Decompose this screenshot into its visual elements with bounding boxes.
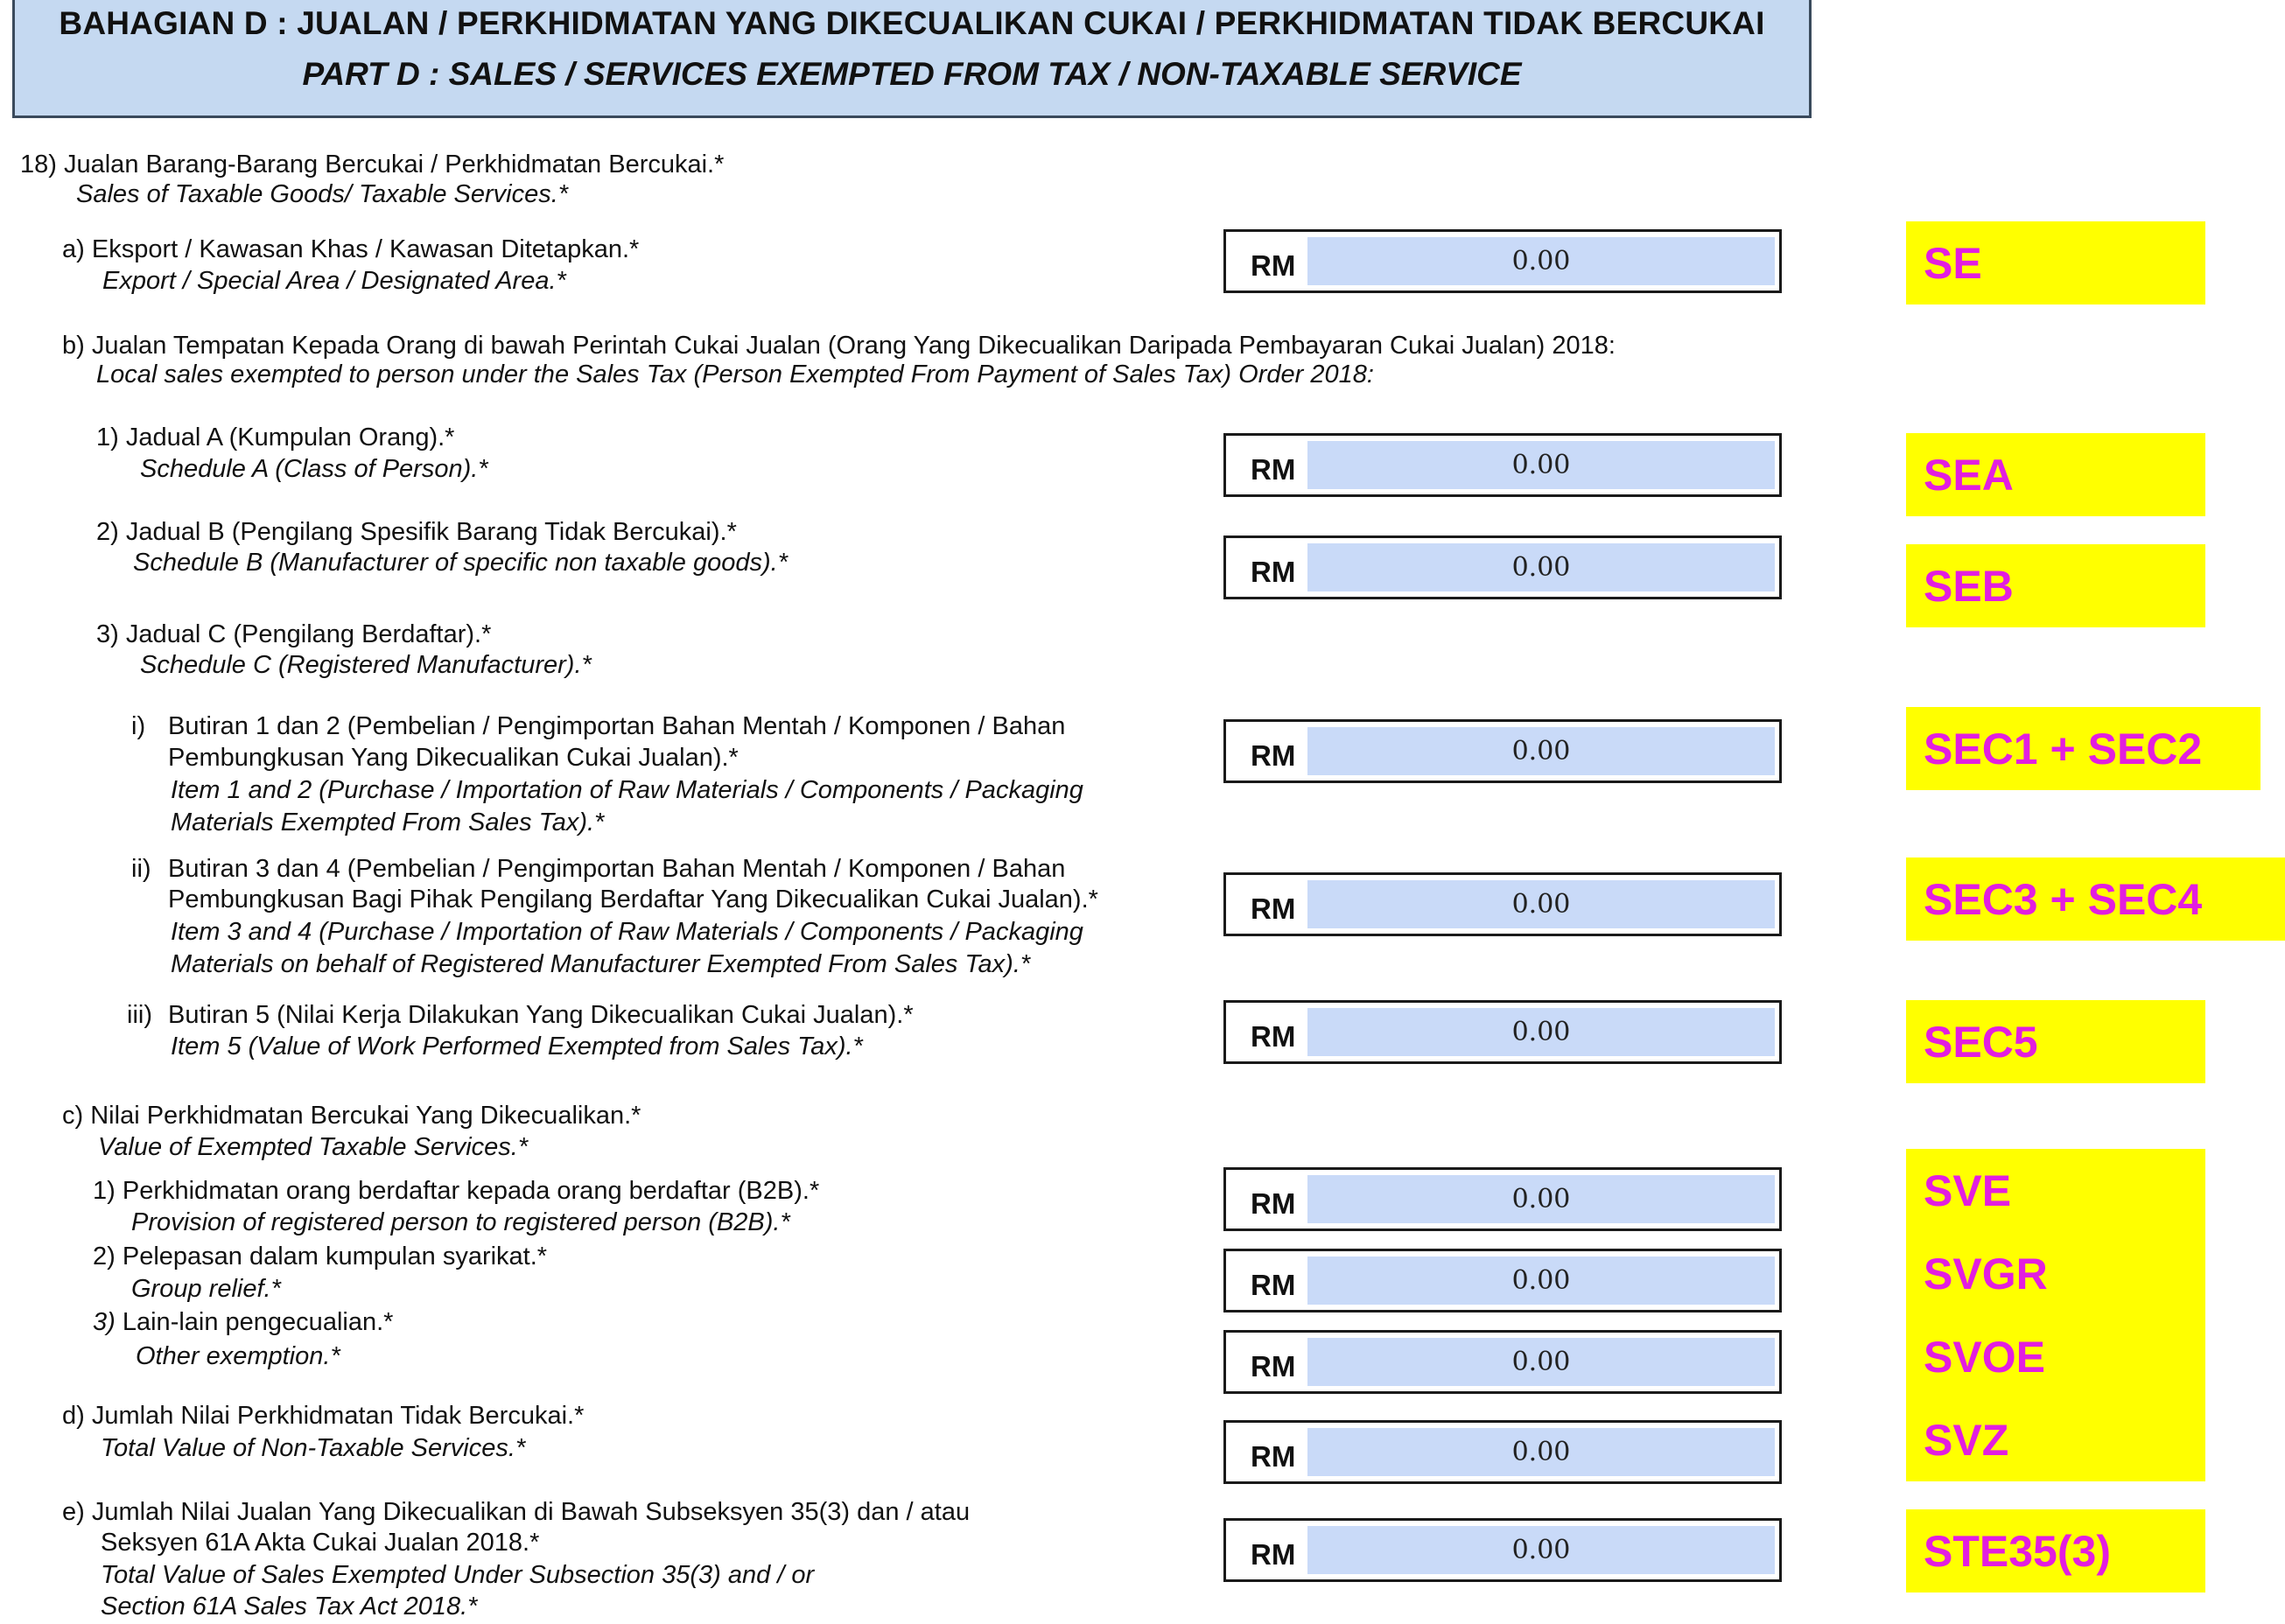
item-e-label-english-2: Section 61A Sales Tax Act 2018.*: [101, 1592, 478, 1620]
item-b2-prefix: 2): [96, 518, 119, 546]
currency-label: RM: [1251, 1269, 1296, 1301]
amount-input-ste353[interactable]: 0.00: [1307, 1526, 1775, 1574]
item-b2-label-malay: [96, 516, 737, 548]
header-title-english: PART D : SALES / SERVICES EXEMPTED FROM TAX / NON-TAXABLE SERVICE: [302, 56, 1522, 92]
q18-text-malay: Jualan Barang-Barang Bercukai / Perkhidmatan Bercukai.*: [63, 150, 725, 178]
amount-input-svoe[interactable]: 0.00: [1307, 1338, 1775, 1386]
amount-input-sea[interactable]: 0.00: [1307, 441, 1775, 489]
item-c-label-malay: [62, 1100, 641, 1131]
item-b-text-malay: Jualan Tempatan Kepada Orang di bawah Perintah Cukai Jualan (Orang Yang Dikecualikan Daripada Pembayaran Cukai Jualan) 2018:: [91, 332, 1616, 360]
item-b3i-text-english-1: Item 1 and 2 (Purchase / Importation of Raw Materials / Components / Packaging: [171, 776, 1083, 804]
item-d-label-english: Total Value of Non-Taxable Services.*: [101, 1434, 526, 1462]
amount-field-svgr: [1223, 1249, 1782, 1312]
item-c3-text-malay: Lain-lain pengecualian.*: [122, 1308, 394, 1336]
amount-field-svz: [1223, 1420, 1782, 1484]
item-b3-prefix: 3): [96, 620, 119, 648]
item-d-text-malay: Jumlah Nilai Perkhidmatan Tidak Bercukai.*: [91, 1402, 585, 1430]
q18-label-malay: [20, 149, 724, 180]
item-e-label-malay-2: Seksyen 61A Akta Cukai Jualan 2018.*: [101, 1529, 540, 1557]
amount-input-sec5[interactable]: 0.00: [1307, 1008, 1775, 1056]
code-label-seb: SEB: [1906, 544, 2205, 627]
item-b3-label-malay: [96, 619, 491, 650]
amount-field-sec34: [1223, 872, 1782, 936]
item-b2-label-english: Schedule B (Manufacturer of specific non taxable goods).*: [133, 549, 788, 577]
item-d-label-malay: [62, 1400, 584, 1432]
item-b3i-text-malay-2: Pembungkusan Yang Dikecualikan Cukai Jualan).*: [168, 744, 739, 772]
item-b3ii-text-malay-2: Pembungkusan Bagi Pihak Pengilang Berdaftar Yang Dikecualikan Cukai Jualan).*: [168, 886, 1098, 914]
code-label-sec34: SEC3 + SEC4: [1906, 858, 2285, 941]
currency-label: RM: [1251, 1020, 1296, 1053]
code-label-sea: SEA: [1906, 433, 2205, 516]
item-b1-text-malay: Jadual A (Kumpulan Orang).*: [125, 424, 455, 452]
amount-field-ste353: [1223, 1518, 1782, 1582]
currency-label: RM: [1251, 556, 1296, 588]
item-b3iii-text-english: Item 5 (Value of Work Performed Exempted from Sales Tax).*: [171, 1032, 863, 1060]
amount-input-seb[interactable]: 0.00: [1307, 543, 1775, 592]
item-b3ii-text-english-2: Materials on behalf of Registered Manufacturer Exempted From Sales Tax).*: [171, 950, 1031, 978]
item-c3-label-english: Other exemption.*: [136, 1342, 340, 1370]
item-b3-label-english: Schedule C (Registered Manufacturer).*: [140, 651, 592, 679]
item-c-prefix: c): [62, 1102, 84, 1130]
item-b3i-text-english-2: Materials Exempted From Sales Tax).*: [171, 808, 605, 836]
item-c2-prefix: 2): [93, 1242, 116, 1270]
amount-input-svgr[interactable]: 0.00: [1307, 1256, 1775, 1305]
header-title-malay: BAHAGIAN D : JUALAN / PERKHIDMATAN YANG DIKECUALIKAN CUKAI / PERKHIDMATAN TIDAK BERCUKAI: [59, 5, 1765, 41]
item-c1-label-malay: [93, 1175, 819, 1207]
currency-label: RM: [1251, 739, 1296, 772]
amount-field-sec5: [1223, 1000, 1782, 1064]
code-label-sec5: SEC5: [1906, 1000, 2205, 1083]
amount-input-sec12[interactable]: 0.00: [1307, 727, 1775, 775]
amount-field-svoe: [1223, 1330, 1782, 1394]
code-label-ste353: STE35(3): [1906, 1509, 2205, 1592]
item-c2-label-malay: [93, 1241, 547, 1272]
item-e-text-malay-1: Jumlah Nilai Jualan Yang Dikecualikan di Bawah Subseksyen 35(3) dan / atau: [91, 1498, 971, 1526]
item-b3ii-text-malay-1: Butiran 3 dan 4 (Pembelian / Pengimportan Bahan Mentah / Komponen / Bahan: [168, 855, 1066, 883]
item-c2-text-malay: Pelepasan dalam kumpulan syarikat.*: [122, 1242, 548, 1270]
currency-label: RM: [1251, 249, 1296, 282]
item-b3ii-text-english-1: Item 3 and 4 (Purchase / Importation of Raw Materials / Components / Packaging: [171, 918, 1083, 946]
item-e-label-english-1: Total Value of Sales Exempted Under Subsection 35(3) and / or: [101, 1561, 815, 1589]
amount-field-seb: [1223, 536, 1782, 599]
currency-label: RM: [1251, 453, 1296, 486]
code-label-svz: SVZ: [1924, 1415, 2009, 1465]
amount-field-sve: [1223, 1167, 1782, 1231]
currency-label: RM: [1251, 1350, 1296, 1382]
currency-label: RM: [1251, 1440, 1296, 1473]
q18-number: 18): [20, 150, 57, 178]
code-block-services: [1906, 1149, 2205, 1481]
code-label-svoe: SVOE: [1924, 1332, 2045, 1382]
currency-label: RM: [1251, 1538, 1296, 1571]
item-b-label-english: Local sales exempted to person under the Sales Tax (Person Exempted From Payment of Sales Tax) Order 2018:: [96, 360, 1374, 388]
code-label-se: SE: [1906, 221, 2205, 304]
amount-input-se[interactable]: 0.00: [1307, 237, 1775, 285]
item-b-label-malay: [62, 330, 1616, 361]
item-b1-label-english: Schedule A (Class of Person).*: [140, 455, 488, 483]
item-b1-label-malay: [96, 422, 454, 453]
amount-field-sec12: [1223, 719, 1782, 783]
amount-input-sec34[interactable]: 0.00: [1307, 880, 1775, 928]
currency-label: RM: [1251, 1187, 1296, 1220]
item-b-prefix: b): [62, 332, 85, 360]
item-a-text-malay: Eksport / Kawasan Khas / Kawasan Ditetapkan.*: [91, 235, 640, 263]
item-c1-label-english: Provision of registered person to registered person (B2B).*: [131, 1208, 790, 1236]
q18-label-english: Sales of Taxable Goods/ Taxable Services.*: [76, 180, 569, 208]
item-d-prefix: d): [62, 1402, 85, 1430]
item-c-label-english: Value of Exempted Taxable Services.*: [98, 1133, 529, 1161]
item-a-prefix: a): [62, 235, 85, 263]
section-header: [12, 0, 1812, 118]
item-c2-label-english: Group relief.*: [131, 1275, 281, 1303]
item-b2-text-malay: Jadual B (Pengilang Spesifik Barang Tidak Bercukai).*: [125, 518, 737, 546]
item-b3i-prefix: i): [131, 712, 146, 740]
item-c1-prefix: 1): [93, 1177, 116, 1205]
item-c3-prefix: 3): [93, 1308, 116, 1336]
item-e-prefix: e): [62, 1498, 85, 1526]
item-b3-text-malay: Jadual C (Pengilang Berdaftar).*: [125, 620, 492, 648]
item-b3iii-prefix: iii): [127, 1001, 152, 1029]
item-b3iii-text-malay: Butiran 5 (Nilai Kerja Dilakukan Yang Dikecualikan Cukai Jualan).*: [168, 1001, 914, 1029]
item-c-text-malay: Nilai Perkhidmatan Bercukai Yang Dikecualikan.*: [90, 1102, 641, 1130]
amount-field-se: [1223, 229, 1782, 293]
amount-input-sve[interactable]: 0.00: [1307, 1175, 1775, 1223]
code-label-svgr: SVGR: [1924, 1249, 2048, 1298]
amount-input-svz[interactable]: 0.00: [1307, 1428, 1775, 1476]
item-c1-text-malay: Perkhidmatan orang berdaftar kepada orang berdaftar (B2B).*: [122, 1177, 820, 1205]
item-c3-label-malay: [93, 1306, 393, 1338]
code-label-sec12: SEC1 + SEC2: [1906, 707, 2260, 790]
item-b3ii-prefix: ii): [131, 855, 151, 883]
item-a-label-malay: [62, 234, 639, 265]
item-e-label-malay-1: [62, 1496, 970, 1528]
item-a-label-english: Export / Special Area / Designated Area.*: [102, 267, 566, 295]
currency-label: RM: [1251, 892, 1296, 925]
item-b1-prefix: 1): [96, 424, 119, 452]
code-label-sve: SVE: [1924, 1166, 2012, 1215]
amount-field-sea: [1223, 433, 1782, 497]
item-b3i-text-malay-1: Butiran 1 dan 2 (Pembelian / Pengimportan Bahan Mentah / Komponen / Bahan: [168, 712, 1066, 740]
